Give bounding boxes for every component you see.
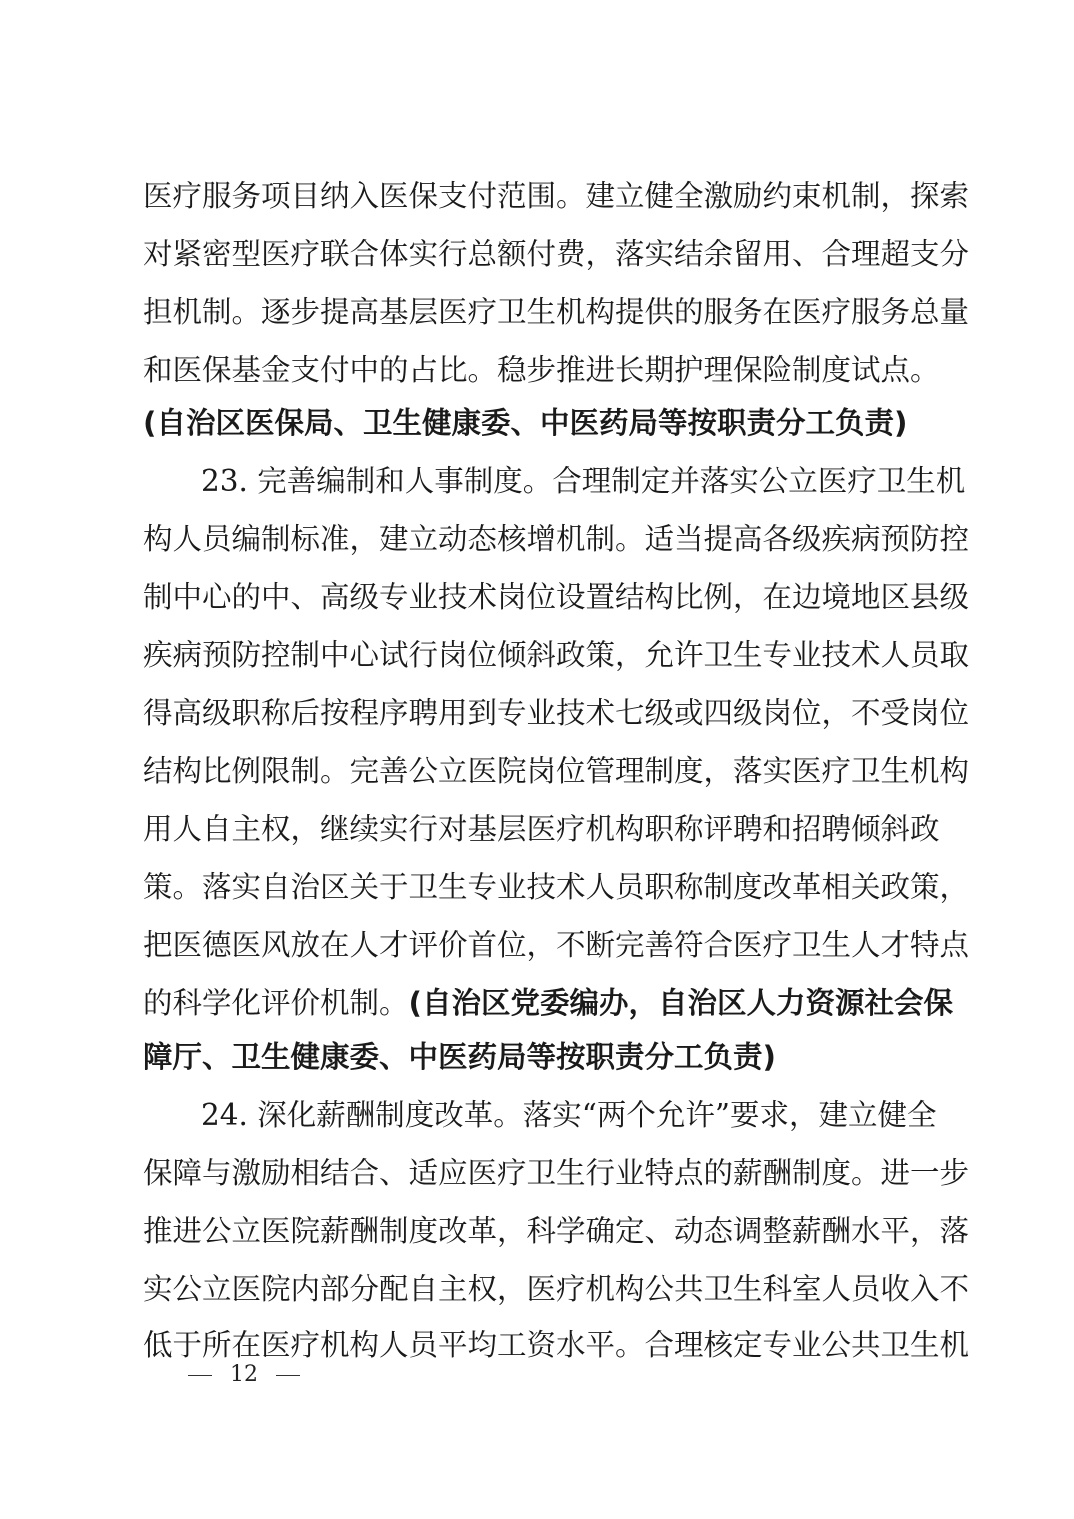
paragraph-line: 和医保基金支付中的占比。稳步推进长期护理保险制度试点。 xyxy=(143,353,940,387)
paragraph-line: 推进公立医院薪酬制度改革，科学确定、动态调整薪酬水平，落 xyxy=(143,1214,970,1248)
paragraph-line: 策。落实自治区关于卫生专业技术人员职称制度改革相关政策， xyxy=(143,870,970,904)
section-heading-24: 24. 深化薪酬制度改革。落实“两个允许”要求，建立健全 xyxy=(201,1098,937,1132)
dash-left xyxy=(188,1375,212,1376)
paragraph-line: 对紧密型医疗联合体实行总额付费，落实结余留用、合理超支分 xyxy=(143,237,970,271)
paragraph-line: 医疗服务项目纳入医保支付范围。建立健全激励约束机制，探索 xyxy=(143,179,970,213)
responsibility-note: (自治区医保局、卫生健康委、中医药局等按职责分工负责) xyxy=(143,406,908,440)
paragraph-line: 低于所在医疗机构人员平均工资水平。合理核定专业公共卫生机 xyxy=(143,1328,970,1362)
paragraph-line: 实公立医院内部分配自主权，医疗机构公共卫生科室人员收入不 xyxy=(143,1272,970,1306)
page-number: 12 xyxy=(230,1362,258,1387)
dash-right xyxy=(276,1375,300,1376)
paragraph-line: 制中心的中、高级专业技术岗位设置结构比例，在边境地区县级 xyxy=(143,580,970,614)
paragraph-line-mixed xyxy=(143,983,953,1023)
page-number-footer xyxy=(170,1360,318,1390)
paragraph-text: 的科学化评价机制。 xyxy=(143,986,409,1020)
section-heading-23: 23. 完善编制和人事制度。合理制定并落实公立医疗卫生机 xyxy=(201,464,966,498)
paragraph-line: 把医德医风放在人才评价首位，不断完善符合医疗卫生人才特点 xyxy=(143,928,970,962)
responsibility-note: (自治区党委编办，自治区人力资源社会保 xyxy=(408,986,953,1020)
paragraph-line: 疾病预防控制中心试行岗位倾斜政策，允许卫生专业技术人员取 xyxy=(143,638,970,672)
paragraph-line: 得高级职称后按程序聘用到专业技术七级或四级岗位，不受岗位 xyxy=(143,696,970,730)
responsibility-note: 障厅、卫生健康委、中医药局等按职责分工负责) xyxy=(143,1040,776,1074)
paragraph-line: 用人自主权，继续实行对基层医疗机构职称评聘和招聘倾斜政 xyxy=(143,812,940,846)
paragraph-line: 保障与激励相结合、适应医疗卫生行业特点的薪酬制度。进一步 xyxy=(143,1156,970,1190)
paragraph-line: 构人员编制标准，建立动态核增机制。适当提高各级疾病预防控 xyxy=(143,522,970,556)
paragraph-line: 结构比例限制。完善公立医院岗位管理制度，落实医疗卫生机构 xyxy=(143,754,970,788)
paragraph-line: 担机制。逐步提高基层医疗卫生机构提供的服务在医疗服务总量 xyxy=(143,295,970,329)
